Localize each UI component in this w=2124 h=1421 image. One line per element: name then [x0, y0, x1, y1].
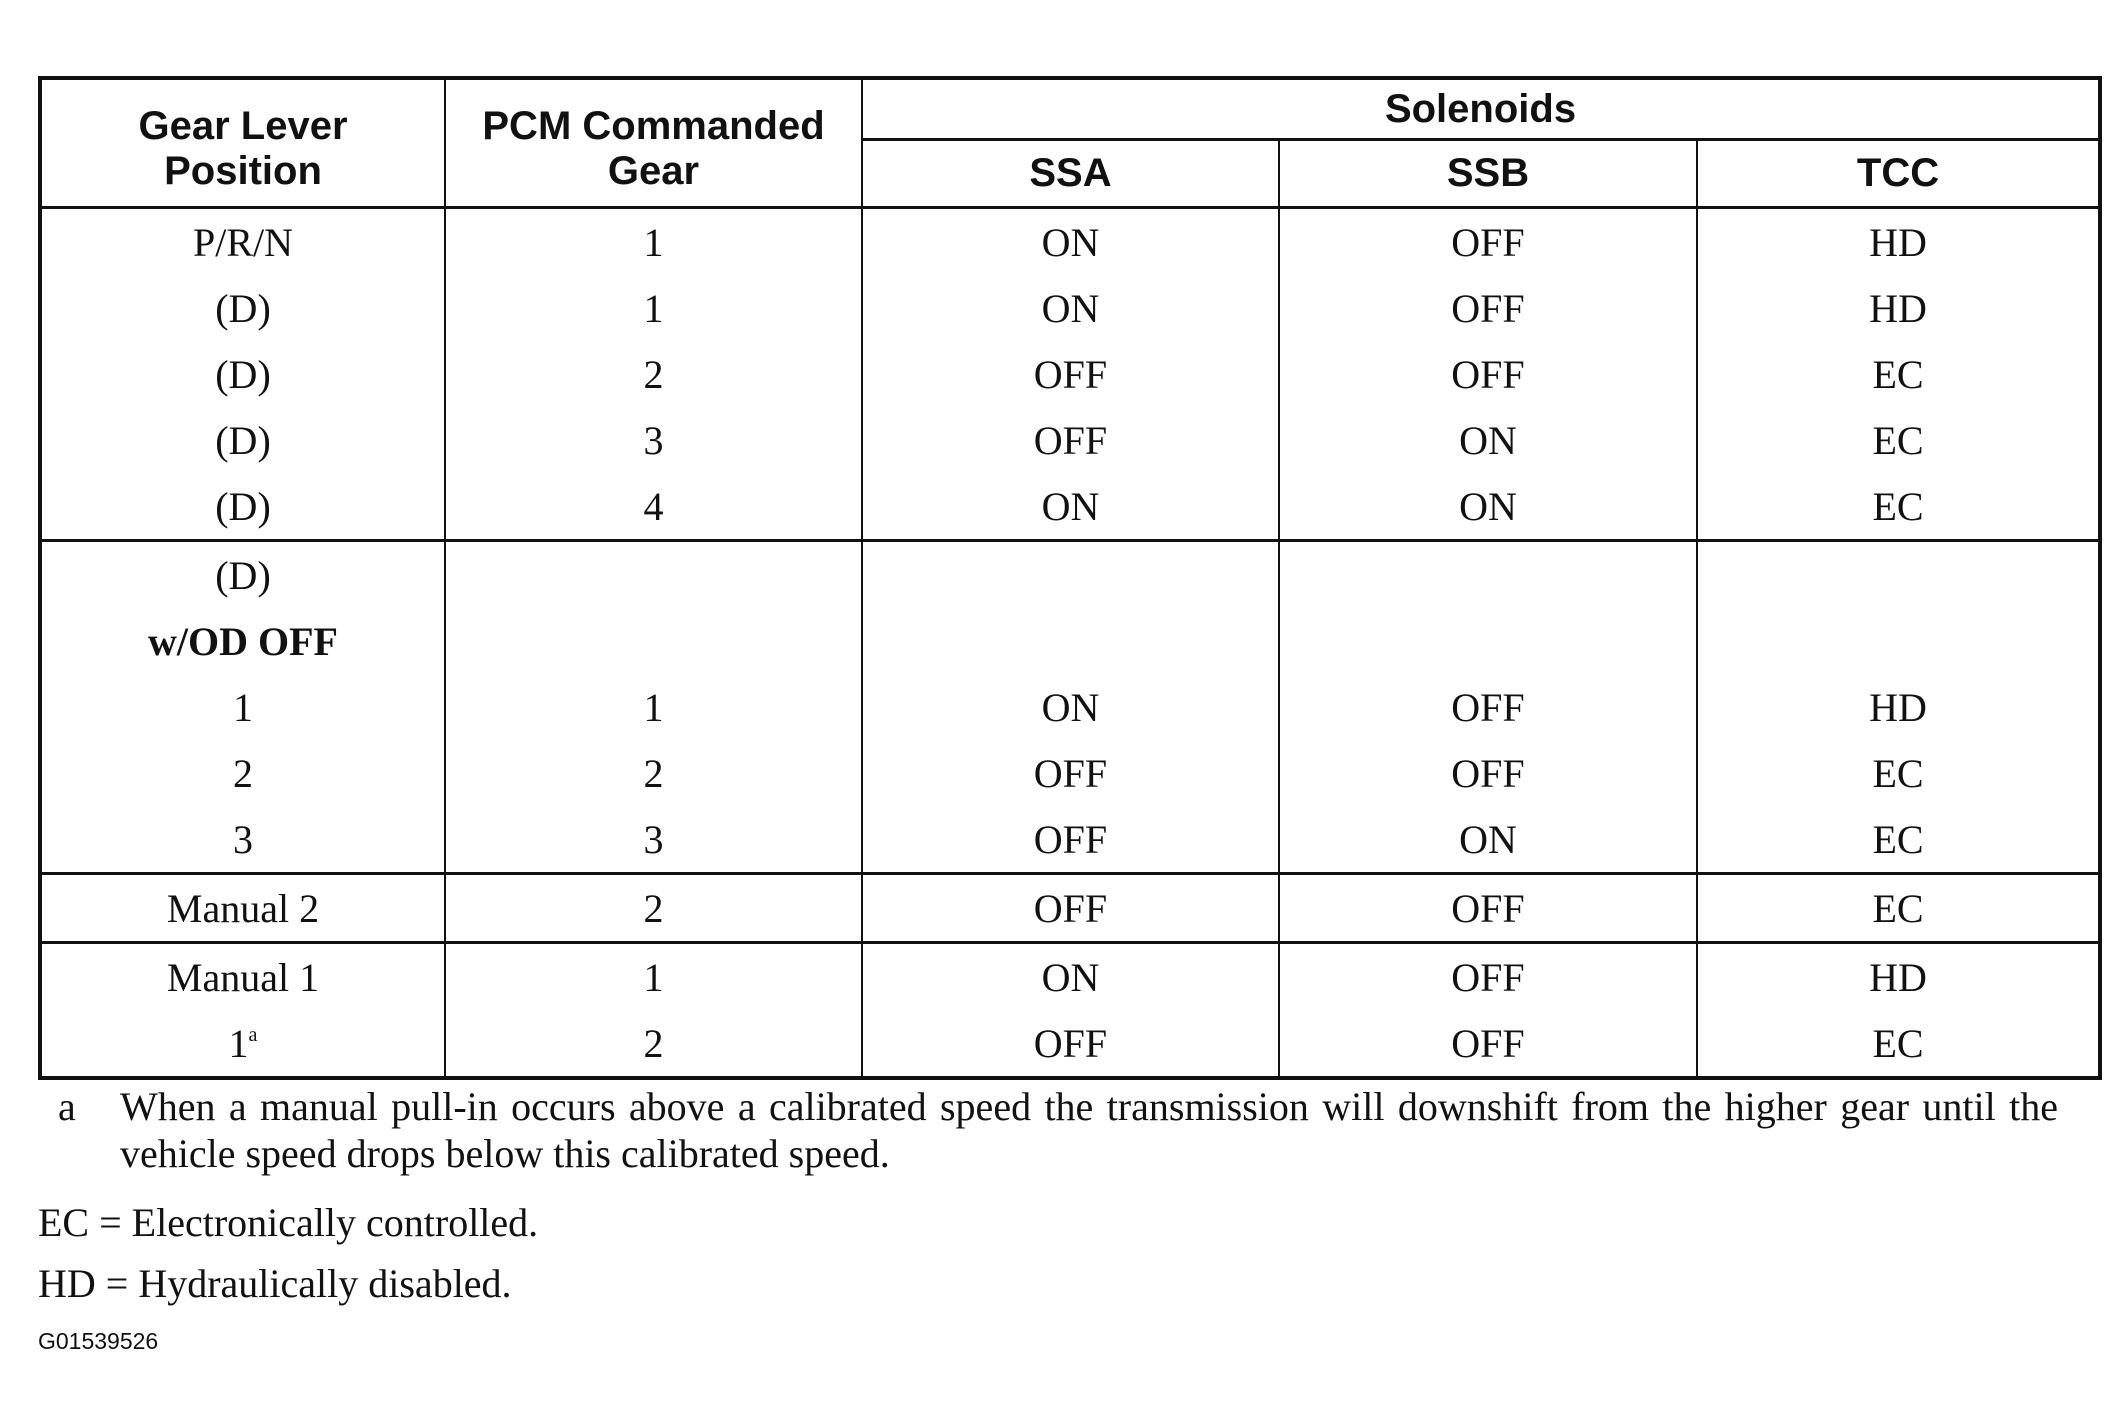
cell-tcc: EC: [1697, 407, 2100, 473]
cell-ssb: OFF: [1279, 874, 1697, 943]
cell-tcc: EC: [1697, 874, 2100, 943]
cell-lever-position: Manual 2: [40, 874, 445, 943]
cell-ssa: OFF: [862, 407, 1279, 473]
header-pcm-line1: PCM Commanded: [482, 104, 825, 148]
cell-commanded-gear: 1: [445, 208, 862, 276]
cell-lever-position: (D): [40, 341, 445, 407]
cell-ssb: OFF: [1279, 740, 1697, 806]
header-tcc: TCC: [1697, 140, 2100, 208]
cell-ssb: OFF: [1279, 208, 1697, 276]
cell-ssb: ON: [1279, 806, 1697, 874]
footnote: [38, 1083, 2098, 1177]
cell-tcc: [1697, 541, 2100, 609]
cell-tcc: EC: [1697, 740, 2100, 806]
header-gear-lever-line2: Position: [164, 149, 322, 193]
cell-commanded-gear: 2: [445, 1010, 862, 1078]
table-body: [40, 208, 2100, 1079]
header-ssb: SSB: [1279, 140, 1697, 208]
header-solenoids: Solenoids: [862, 78, 2100, 140]
cell-commanded-gear: 1: [445, 674, 862, 740]
table-row: [40, 1010, 2100, 1078]
cell-ssb: OFF: [1279, 1010, 1697, 1078]
table-row: [40, 674, 2100, 740]
cell-lever-position: [40, 1010, 445, 1078]
footnote-text: When a manual pull-in occurs above a calibrated speed the transmission will downshift from the higher gear until the vehicle speed drops below this calibrated speed.: [120, 1084, 2058, 1176]
cell-ssa: ON: [862, 674, 1279, 740]
cell-lever-position: w/OD OFF: [40, 608, 445, 674]
table-row: [40, 943, 2100, 1011]
solenoid-shift-table: [38, 76, 2102, 1080]
cell-ssb: OFF: [1279, 674, 1697, 740]
cell-tcc: HD: [1697, 208, 2100, 276]
table-row: [40, 608, 2100, 674]
cell-lever-position: 2: [40, 740, 445, 806]
table-notes: [38, 1083, 2098, 1307]
cell-ssa: OFF: [862, 1010, 1279, 1078]
cell-ssb: ON: [1279, 473, 1697, 541]
header-pcm-commanded-gear: [445, 78, 862, 208]
cell-ssb: OFF: [1279, 275, 1697, 341]
cell-commanded-gear: 2: [445, 341, 862, 407]
cell-ssa: [862, 541, 1279, 609]
cell-ssa: [862, 608, 1279, 674]
cell-tcc: HD: [1697, 275, 2100, 341]
table-row: [40, 473, 2100, 541]
table-row: [40, 275, 2100, 341]
cell-lever-position: (D): [40, 407, 445, 473]
cell-ssa: ON: [862, 473, 1279, 541]
cell-commanded-gear: 1: [445, 275, 862, 341]
cell-commanded-gear: [445, 608, 862, 674]
cell-ssb: [1279, 608, 1697, 674]
cell-ssa: OFF: [862, 806, 1279, 874]
table-row: [40, 208, 2100, 276]
footnote-reference: a: [248, 1023, 258, 1046]
header-gear-lever-line1: Gear Lever: [138, 104, 348, 148]
cell-tcc: HD: [1697, 674, 2100, 740]
cell-ssa: ON: [862, 943, 1279, 1011]
cell-ssb: OFF: [1279, 943, 1697, 1011]
figure-id: G01539526: [38, 1328, 159, 1354]
cell-tcc: EC: [1697, 806, 2100, 874]
cell-ssb: [1279, 541, 1697, 609]
legend-hd: HD = Hydraulically disabled.: [38, 1261, 512, 1306]
table-header: [40, 78, 2100, 208]
cell-ssa: OFF: [862, 341, 1279, 407]
cell-commanded-gear: 3: [445, 407, 862, 473]
cell-ssa: ON: [862, 275, 1279, 341]
header-ssa: SSA: [862, 140, 1279, 208]
table-row: [40, 541, 2100, 609]
cell-commanded-gear: [445, 541, 862, 609]
table-row: [40, 341, 2100, 407]
cell-ssa: OFF: [862, 874, 1279, 943]
cell-ssb: OFF: [1279, 341, 1697, 407]
header-gear-lever-position: [40, 78, 445, 208]
cell-lever-position: 1: [40, 674, 445, 740]
table-row: [40, 806, 2100, 874]
cell-tcc: [1697, 608, 2100, 674]
cell-lever-position-text: 1: [228, 1020, 249, 1066]
footnote-mark: a: [58, 1084, 76, 1129]
legend-ec: EC = Electronically controlled.: [38, 1200, 539, 1245]
cell-ssa: ON: [862, 208, 1279, 276]
cell-tcc: HD: [1697, 943, 2100, 1011]
cell-tcc: EC: [1697, 341, 2100, 407]
cell-lever-position: Manual 1: [40, 943, 445, 1011]
cell-lever-position: (D): [40, 473, 445, 541]
cell-lever-position: P/R/N: [40, 208, 445, 276]
table-row: [40, 874, 2100, 943]
cell-ssb: ON: [1279, 407, 1697, 473]
table-row: [40, 740, 2100, 806]
cell-tcc: EC: [1697, 473, 2100, 541]
cell-lever-position: 3: [40, 806, 445, 874]
cell-lever-position: (D): [40, 275, 445, 341]
cell-commanded-gear: 2: [445, 874, 862, 943]
cell-lever-position: (D): [40, 541, 445, 609]
cell-commanded-gear: 1: [445, 943, 862, 1011]
cell-commanded-gear: 2: [445, 740, 862, 806]
cell-commanded-gear: 4: [445, 473, 862, 541]
cell-ssa: OFF: [862, 740, 1279, 806]
cell-tcc: EC: [1697, 1010, 2100, 1078]
table-row: [40, 407, 2100, 473]
cell-commanded-gear: 3: [445, 806, 862, 874]
header-pcm-line2: Gear: [607, 149, 700, 193]
